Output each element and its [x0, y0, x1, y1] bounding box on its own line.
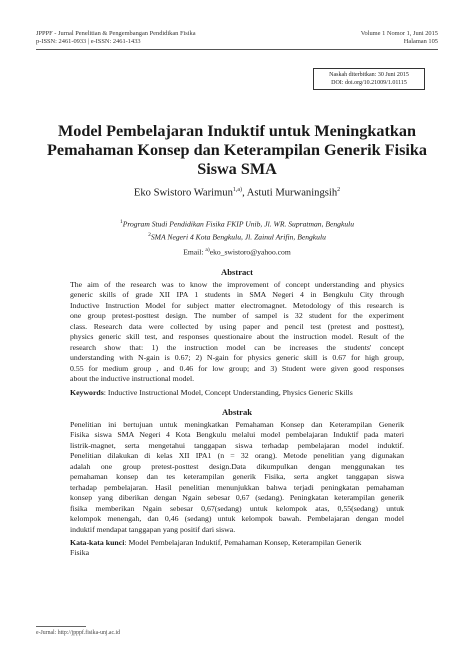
volume-info: Volume 1 Nomor 1, Juni 2015	[360, 30, 438, 37]
abstrak-body	[70, 420, 404, 535]
abstract-line: about the inductive instructional model.	[70, 374, 195, 384]
abstract-line: fisika memberikan Ngain sebesar 0,67(sedang) untuk kelompok atas, 0,55(sedang) untuk	[70, 503, 404, 513]
abstract-line: class. Research data were collected by using paper and pencil test (pretest and posttest),	[70, 321, 404, 331]
journal-name: JPPPF - Jurnal Penelitian & Pengembangan Pendidikan Fisika	[36, 30, 196, 37]
title-line: Siswa SMA	[197, 160, 277, 178]
abstract-line: kelompok menengah, dan 0,46 (sedang) untuk kelompok bawah. Pembelajaran dengan model	[70, 514, 404, 524]
author-name: Eko Swistoro Warimun	[133, 187, 233, 199]
doi-link[interactable]: DOI: doi.org/10.21009/1.01115	[331, 79, 407, 86]
abstract-line: physics generic skill test, and responses questionaire about the instruction model. Result of the	[70, 332, 404, 342]
published-date: Naskah diterbitkan: 30 Juni 2015	[329, 72, 409, 78]
abstract-line: research show that: 1) the instruction model can be increases the students' concept	[70, 342, 404, 352]
abstract-heading: Abstract	[221, 267, 253, 277]
title-line: Model Pembelajaran Induktif untuk Meningkatkan	[58, 122, 416, 140]
abstract-line: listrik-magnet, serta mengetahui tanggapan siswa terhadap pembelajaran model induktif.	[70, 440, 404, 450]
abstract-line: The aim of the research was to know the improvement of concept understanding and physics	[70, 280, 404, 289]
title-line: Pemahaman Konsep dan Keterampilan Generik Fisika	[47, 141, 427, 159]
abstract-line: konsep yang diberikan dengan Ngain sebesar 0,67 (sedang). Peningkatan keterampilan generik	[70, 493, 404, 503]
paper-title	[30, 122, 444, 179]
kata-kunci-text: : Model Pembelajaran Induktif, Pemahaman Konsep, Keterampilan Generik	[124, 538, 362, 547]
footer-url[interactable]: e-Jurnal: http://jpppf.fisika-unj.ac.id	[36, 630, 121, 636]
email-label: Email:	[183, 247, 206, 257]
running-header-right	[361, 30, 438, 46]
keywords-text: : Inductive Instructional Model, Concept Understanding, Physics Generic Skills	[103, 388, 353, 397]
keywords-label: Keywords	[70, 388, 104, 397]
author-affil-mark: 2	[337, 187, 341, 193]
abstract-line: generic skills of grade XII IPA 1 students in SMA Negeri 4 in Bengkulu City through	[70, 290, 404, 300]
author-name: Astuti Murwaningsih	[246, 187, 338, 199]
abstrak-heading: Abstrak	[221, 407, 253, 417]
kata-kunci-label: Kata-kata kunci	[70, 538, 125, 547]
corresponding-email	[30, 247, 444, 257]
author-list	[30, 187, 444, 199]
author-affil-mark: 1,a)	[232, 187, 243, 193]
abstract-line: induktif mendapat tanggapan yang positif dari siswa.	[70, 524, 236, 534]
affiliation-line	[30, 217, 444, 230]
email-address[interactable]: eko_swistoro@yahoo.com	[209, 247, 291, 257]
issn: p-ISSN: 2461-0933 | e-ISSN: 2461-1433	[36, 38, 141, 45]
abstract-line: one group pretest-posttest design. The number of sampel is 32 student for the experiment	[70, 311, 404, 321]
email-mark: a)	[205, 247, 210, 253]
affiliation-mark: 2	[148, 231, 151, 238]
abstract-line: Fisika siswa SMA Negeri 4 Kota Bengkulu melalui model pembelajaran Induktif pada materi	[70, 430, 404, 440]
publication-stamp	[313, 68, 425, 90]
keywords	[70, 388, 404, 398]
affiliation-mark: 1	[119, 219, 123, 225]
affiliation-line	[30, 230, 444, 243]
running-header-left	[36, 30, 196, 46]
abstract-line: terhadap pembelajaran. Hasil penelitian menunjukkan bahwa terjadi peningkatan pemahaman	[70, 482, 404, 492]
abstract-line: pemahaman konsep dan tes keterampilan generik Fisika, serta angket tanggapan siswa	[70, 472, 404, 482]
abstract-line: understanding with N-gain is 0.67; 2) N-gain for physics generic skill is 0.67 for high group,	[70, 353, 404, 363]
kata-kunci	[70, 538, 404, 559]
author-separator: ,	[242, 187, 247, 199]
abstract-line: Penelitian ini bertujuan untuk meningkatkan Pemahaman Konsep dan Keterampilan Generik	[70, 420, 404, 429]
abstract-body	[70, 280, 404, 385]
footer-divider	[36, 626, 86, 627]
kata-kunci-line	[70, 538, 404, 548]
abstract-line: 0.55 for medium group , and 0.46 for low group; and 3) Student were given good responses	[70, 363, 404, 373]
abstract-line: Penelitian dilakukan di kelas XII IPA1 (n = 32 orang). Metode penelitian yang digunakan	[70, 451, 404, 461]
abstract-line: adalah one group pretest-posttest design.Data dikumpulkan dengan menggunakan tes	[70, 461, 404, 471]
affiliation-text: SMA Negeri 4 Kota Bengkulu, Jl. Zainul Arifin, Bengkulu	[150, 232, 326, 242]
header-divider	[36, 49, 438, 50]
affiliation-text: Program Studi Pendidikan Fisika FKIP Unib, Jl. WR. Supratman, Bengkulu	[122, 219, 355, 229]
kata-kunci-line: Fisika	[70, 548, 90, 558]
abstract-line: Inductive Instruction Model for subject matter electromagnet. Metodology of this research is	[70, 300, 404, 310]
page-number: Halaman 105	[403, 38, 438, 45]
affiliations	[30, 217, 444, 242]
